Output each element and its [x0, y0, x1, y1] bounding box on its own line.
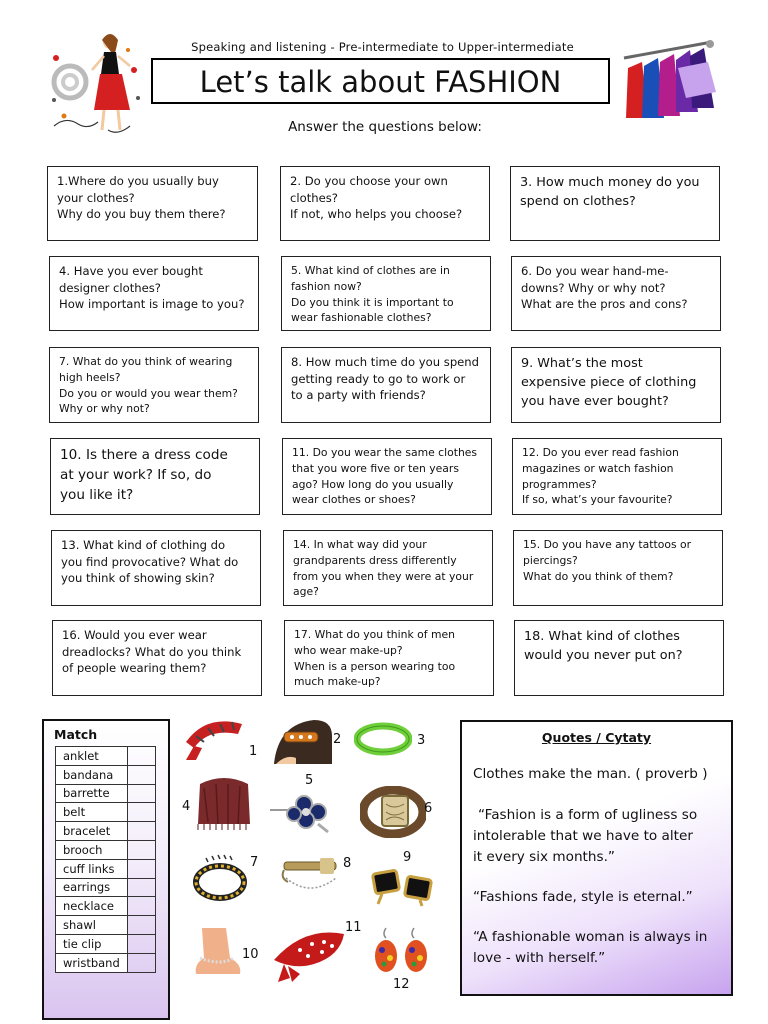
question-17 [284, 620, 494, 696]
answer-cell[interactable] [128, 897, 156, 916]
picture-number: 3 [417, 733, 426, 748]
quote-line: intolerable that we have to alter [473, 828, 693, 844]
question-9 [511, 347, 721, 423]
question-18-line: would you never put on? [524, 648, 683, 663]
answer-cell[interactable] [128, 803, 156, 822]
match-row [56, 822, 156, 841]
picture-number: 10 [242, 947, 259, 962]
picture-number: 5 [305, 773, 314, 788]
question-6-line: downs? Why or why not? [521, 280, 666, 295]
answer-cell[interactable] [128, 747, 156, 766]
question-2-line: 2. Do you choose your own [290, 174, 448, 188]
quote-style: “Fashions fade, style is eternal.” [473, 889, 693, 905]
question-9-line: 9. What’s the most [521, 356, 643, 371]
match-word: belt [56, 803, 128, 822]
question-11-line: wear clothes or shoes? [292, 493, 416, 507]
question-13 [51, 530, 261, 606]
question-17-line: 17. What do you think of men [294, 628, 456, 641]
question-15-line: What do you think of them? [523, 569, 674, 583]
hair-barrette-icon [274, 716, 332, 764]
match-word: wristband [56, 953, 128, 972]
question-6-line: 6. Do you wear hand-me- [521, 264, 669, 278]
subtitle: Speaking and listening - Pre-intermediate to Upper-intermediate [191, 40, 574, 54]
question-8 [281, 347, 491, 423]
question-15-line: 15. Do you have any tattoos or [523, 538, 692, 551]
answer-cell[interactable] [128, 765, 156, 784]
question-4 [49, 256, 259, 331]
match-row [56, 897, 156, 916]
picture-number: 2 [333, 732, 342, 747]
question-13-line: you find provocative? What do [61, 554, 239, 569]
answer-cell[interactable] [128, 784, 156, 803]
question-15 [513, 530, 723, 606]
question-3-line: 3. How much money do you [520, 175, 700, 190]
question-10-line: 10. Is there a dress code [60, 447, 228, 463]
question-14-line: grandparents dress differently [293, 553, 457, 567]
quotes-panel [460, 720, 733, 996]
question-7-line: 7. What do you think of wearing [59, 355, 233, 368]
question-9-line: you have ever bought? [521, 394, 669, 409]
question-1 [47, 166, 258, 241]
fashion-woman-icon [48, 30, 144, 138]
question-6 [511, 256, 721, 331]
question-5-line: wear fashionable clothes? [291, 311, 432, 325]
question-5-line: fashion now? [291, 279, 362, 293]
answer-cell[interactable] [128, 859, 156, 878]
question-9-line: expensive piece of clothing [521, 375, 697, 390]
match-word: bandana [56, 765, 128, 784]
clothes-rack-icon [620, 38, 718, 130]
match-word: anklet [56, 747, 128, 766]
quote-ugliness [473, 805, 730, 868]
question-12-line: programmes? [522, 477, 597, 491]
question-16-line: of people wearing them? [62, 661, 207, 676]
match-table [55, 746, 156, 973]
question-12 [512, 438, 722, 515]
question-7-line: Why or why not? [59, 402, 150, 416]
question-11 [282, 438, 492, 515]
cuff-links-icon [370, 864, 436, 908]
match-word: tie clip [56, 934, 128, 953]
anklet-icon [192, 928, 244, 978]
question-8-line: getting ready to go to work or [291, 371, 466, 386]
scarf-icon [182, 712, 246, 762]
question-4-line: designer clothes? [59, 280, 161, 295]
question-3 [510, 166, 720, 241]
question-4-line: How important is image to you? [59, 297, 245, 312]
question-12-line: If so, what’s your favourite? [522, 493, 673, 507]
question-12-line: 12. Do you ever read fashion [522, 446, 679, 459]
question-8-line: 8. How much time do you spend [291, 355, 480, 369]
answer-cell[interactable] [128, 953, 156, 972]
picture-number: 11 [345, 920, 362, 935]
picture-number: 4 [182, 799, 191, 814]
answer-cell[interactable] [128, 916, 156, 935]
match-row [56, 840, 156, 859]
question-3-line: spend on clothes? [520, 194, 636, 209]
quote-line: “Fashion is a form of ugliness so [478, 807, 698, 823]
picture-number: 7 [250, 855, 259, 870]
question-18 [514, 620, 724, 696]
picture-number: 1 [249, 744, 258, 759]
question-11-line: ago? How long do you usually [292, 477, 454, 491]
match-row [56, 765, 156, 784]
brooch-icon [266, 790, 338, 836]
question-2 [280, 166, 490, 241]
bracelet-icon [192, 852, 248, 902]
belt-icon [360, 786, 426, 838]
quote-proverb: Clothes make the man. ( proverb ) [473, 766, 708, 782]
answer-cell[interactable] [128, 878, 156, 897]
green-wristband-icon [354, 722, 412, 756]
match-word: earrings [56, 878, 128, 897]
match-row [56, 747, 156, 766]
question-16-line: dreadlocks? What do you think [62, 644, 242, 659]
picture-number: 9 [403, 850, 412, 865]
quote-line: it every six months.” [473, 849, 615, 865]
question-2-line: clothes? [290, 190, 338, 205]
page-title: Let’s talk about FASHION [151, 58, 610, 104]
question-11-line: 11. Do you wear the same clothes [292, 446, 478, 459]
question-6-line: What are the pros and cons? [521, 297, 688, 312]
question-17-line: When is a person wearing too [294, 659, 456, 673]
instructions: Answer the questions below: [288, 119, 482, 135]
match-panel [42, 719, 170, 1020]
question-5-line: Do you think it is important to [291, 295, 454, 309]
quote-line: “A fashionable woman is always in [473, 929, 708, 945]
question-2-line: If not, who helps you choose? [290, 207, 463, 222]
question-18-line: 18. What kind of clothes [524, 629, 680, 644]
match-row [56, 859, 156, 878]
match-row [56, 803, 156, 822]
picture-number: 6 [424, 801, 433, 816]
question-14 [283, 530, 493, 606]
match-word: shawl [56, 916, 128, 935]
question-11-line: that you wore five or ten years [292, 461, 459, 475]
question-15-line: piercings? [523, 553, 578, 567]
question-10-line: you like it? [60, 487, 134, 503]
question-1-line: 1.Where do you usually buy [57, 174, 219, 188]
question-7-line: Do you or would you wear them? [59, 386, 238, 400]
quotes-title: Quotes / Cytaty [541, 730, 652, 745]
match-row [56, 878, 156, 897]
question-10-line: at your work? If so, do [60, 467, 212, 483]
question-17-line: much make-up? [294, 675, 381, 689]
answer-cell[interactable] [128, 934, 156, 953]
question-1-line: Why do you buy them there? [57, 207, 226, 222]
match-row [56, 953, 156, 972]
question-16-line: 16. Would you ever wear [62, 628, 207, 642]
match-word: brooch [56, 840, 128, 859]
match-word: barrette [56, 784, 128, 803]
match-row [56, 784, 156, 803]
question-4-line: 4. Have you ever bought [59, 264, 203, 278]
picture-number: 12 [393, 977, 410, 992]
answer-cell[interactable] [128, 822, 156, 841]
question-13-line: you think of showing skin? [61, 571, 215, 586]
quote-line: love - with herself.” [473, 950, 606, 966]
picture-number: 8 [343, 856, 352, 871]
match-word: cuff links [56, 859, 128, 878]
question-17-line: who wear make-up? [294, 643, 403, 657]
question-10 [50, 438, 260, 515]
match-row [56, 916, 156, 935]
match-word: necklace [56, 897, 128, 916]
question-14-line: from you when they were at your [293, 569, 474, 583]
question-13-line: 13. What kind of clothing do [61, 538, 226, 552]
question-14-line: 14. In what way did your [293, 538, 427, 551]
question-1-line: your clothes? [57, 190, 135, 205]
shawl-icon [194, 774, 254, 832]
earrings-icon [372, 926, 432, 976]
match-title: Match [54, 727, 98, 742]
question-5 [281, 256, 491, 331]
question-12-line: magazines or watch fashion [522, 461, 674, 475]
answer-cell[interactable] [128, 840, 156, 859]
bandana-icon [270, 926, 350, 986]
question-16 [52, 620, 262, 696]
question-14-line: age? [293, 585, 319, 599]
question-5-line: 5. What kind of clothes are in [291, 264, 450, 277]
match-row [56, 934, 156, 953]
quote-woman [473, 927, 725, 969]
tie-clip-icon [276, 854, 344, 900]
question-7 [49, 347, 259, 423]
match-word: bracelet [56, 822, 128, 841]
question-7-line: high heels? [59, 370, 121, 384]
question-8-line: to a party with friends? [291, 388, 426, 403]
